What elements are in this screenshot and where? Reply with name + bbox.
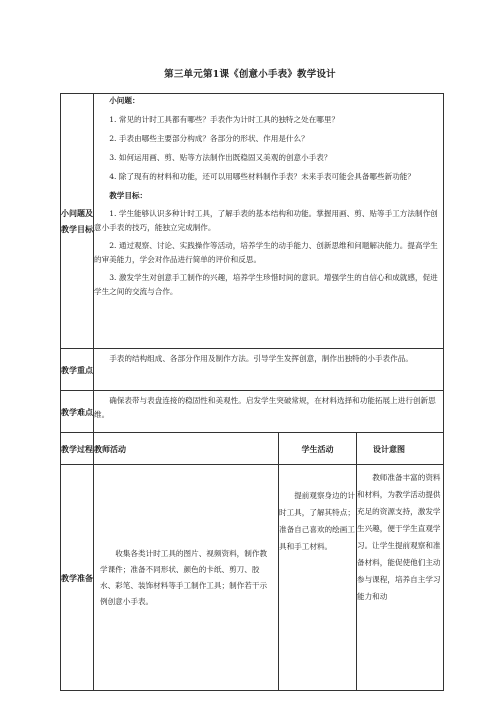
row-preparation <box>61 465 444 691</box>
goals-heading: 教学目标： <box>109 191 148 200</box>
lesson-plan-table <box>60 93 444 691</box>
design-intent-text: 教师准备丰富的资料和材料，为教学活动提供充足的资源支持，激发学生兴趣，便于学生直观学习。让学生提前观察和准备材料，能促使他们主动参与课程，培养自主学习能力和动 <box>357 473 441 601</box>
difficulty-cell <box>94 391 444 433</box>
row-label-process: 教学过程 <box>61 433 94 465</box>
document-title: 第三单元第1课《创意小手表》教学设计 <box>164 69 336 80</box>
column-header-teacher: 教师活动 <box>94 433 279 465</box>
design-intent-cell <box>357 465 444 691</box>
row-questions-goals <box>61 94 444 349</box>
row-label-questions-goals: 小问题及教学目标 <box>61 94 94 349</box>
teacher-activity-cell <box>94 465 279 691</box>
difficulty-text: 确保表带与表盘连接的稳固性和美观性。启发学生突破常规，在材料选择和功能拓展上进行创新思维。 <box>94 396 436 419</box>
question-item: 3. 如何运用画、剪、贴等方法制作出既稳固又美观的创意小手表？ <box>109 153 332 162</box>
row-label-difficulty: 教学难点 <box>61 391 94 433</box>
column-header-student: 学生活动 <box>279 433 357 465</box>
row-label-preparation: 教学准备 <box>61 465 94 691</box>
row-process-header <box>61 433 444 465</box>
questions-goals-cell <box>94 94 444 349</box>
goal-item: 1. 学生能够认识多种计时工具，了解手表的基本结构和功能。掌握用画、剪、贴等手工方法制作创意小手表的技巧，能独立完成制作。 <box>94 209 438 232</box>
questions-heading: 小问题： <box>109 96 140 105</box>
row-difficulty <box>61 391 444 433</box>
student-activity-text: 提前观察身边的计时工具，了解其特点；准备自己喜欢的绘画工具和手工材料。 <box>279 491 355 551</box>
goal-item: 2. 通过观察、讨论、实践操作等活动，培养学生的动手能力、创新思维和问题解决能力。提高学生的审美能力，学会对作品进行简单的评价和反思。 <box>94 241 438 264</box>
key-point-cell <box>94 349 444 391</box>
question-item: 2. 手表由哪些主要部分构成？各部分的形状、作用是什么？ <box>109 134 309 143</box>
row-key-point <box>61 349 444 391</box>
goal-item: 3. 激发学生对创意手工制作的兴趣，培养学生珍惜时间的意识。增强学生的自信心和成就感，促进学生之间的交流与合作。 <box>94 273 438 296</box>
student-activity-cell <box>279 465 357 691</box>
column-header-intent: 设计意图 <box>357 433 444 465</box>
row-label-key-point: 教学重点 <box>61 349 94 391</box>
question-item: 1. 常见的计时工具都有哪些？手表作为计时工具的独特之处在哪里？ <box>109 115 340 124</box>
key-point-text: 手表的结构组成、各部分作用及制作方法。引导学生发挥创意，制作出独特的小手表作品。 <box>109 354 413 363</box>
question-item: 4. 除了现有的材料和功能，还可以用哪些材料制作手表？未来手表可能会具备哪些新功能？ <box>109 172 415 181</box>
teacher-activity-text: 收集各类计时工具的图片、视频资料，制作教学课件；准备不同形状、颜色的卡纸、剪刀、胶水、彩笔、装饰材料等手工制作工具；制作若干示例创意小手表。 <box>100 548 268 606</box>
